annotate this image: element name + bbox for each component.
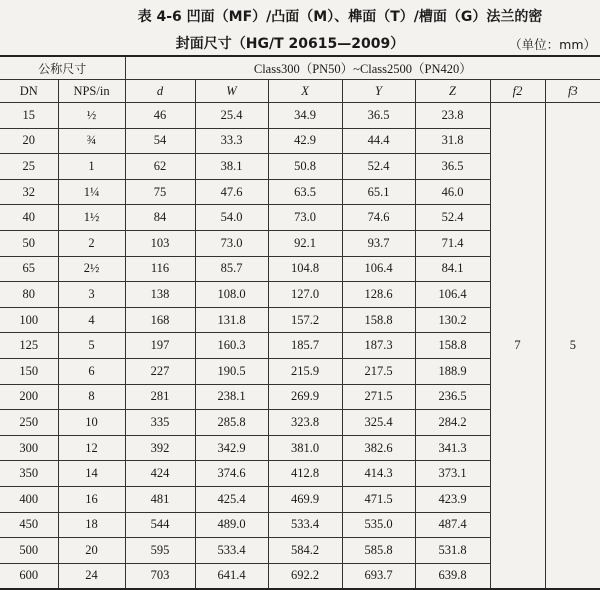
cell-y: 325.4	[342, 410, 415, 436]
cell-d: 335	[125, 410, 195, 436]
cell-nps: ¾	[58, 128, 125, 154]
cell-d: 168	[125, 307, 195, 333]
col-header-dn: DN	[0, 80, 58, 103]
cell-nps: 4	[58, 307, 125, 333]
cell-dn: 600	[0, 563, 58, 589]
cell-z: 23.8	[415, 103, 490, 129]
table-title-line2: 封面尺寸（HG/T 20615—2009）	[175, 36, 405, 52]
cell-w: 38.1	[195, 154, 268, 180]
cell-z: 52.4	[415, 205, 490, 231]
cell-x: 412.8	[268, 461, 342, 487]
cell-y: 128.6	[342, 282, 415, 308]
cell-d: 46	[125, 103, 195, 129]
cell-x: 215.9	[268, 358, 342, 384]
cell-dn: 40	[0, 205, 58, 231]
cell-x: 692.2	[268, 563, 342, 589]
cell-x: 34.9	[268, 103, 342, 129]
cell-w: 73.0	[195, 230, 268, 256]
cell-f3-merged: 5	[545, 103, 600, 590]
cell-z: 188.9	[415, 358, 490, 384]
cell-nps: 8	[58, 384, 125, 410]
cell-d: 197	[125, 333, 195, 359]
cell-d: 116	[125, 256, 195, 282]
cell-d: 703	[125, 563, 195, 589]
cell-d: 84	[125, 205, 195, 231]
cell-nps: 24	[58, 563, 125, 589]
cell-y: 93.7	[342, 230, 415, 256]
cell-z: 158.8	[415, 333, 490, 359]
cell-nps: 2½	[58, 256, 125, 282]
cell-y: 52.4	[342, 154, 415, 180]
cell-y: 187.3	[342, 333, 415, 359]
cell-w: 47.6	[195, 179, 268, 205]
cell-nps: 1	[58, 154, 125, 180]
cell-y: 414.3	[342, 461, 415, 487]
cell-d: 227	[125, 358, 195, 384]
cell-w: 489.0	[195, 512, 268, 538]
cell-nps: 6	[58, 358, 125, 384]
cell-w: 54.0	[195, 205, 268, 231]
cell-x: 185.7	[268, 333, 342, 359]
cell-x: 157.2	[268, 307, 342, 333]
cell-dn: 32	[0, 179, 58, 205]
cell-w: 131.8	[195, 307, 268, 333]
cell-y: 74.6	[342, 205, 415, 231]
cell-nps: 3	[58, 282, 125, 308]
cell-z: 31.8	[415, 128, 490, 154]
cell-dn: 150	[0, 358, 58, 384]
cell-w: 641.4	[195, 563, 268, 589]
cell-w: 342.9	[195, 435, 268, 461]
cell-f2-merged: 7	[490, 103, 545, 590]
cell-y: 44.4	[342, 128, 415, 154]
cell-z: 373.1	[415, 461, 490, 487]
cell-w: 238.1	[195, 384, 268, 410]
cell-y: 471.5	[342, 486, 415, 512]
cell-y: 217.5	[342, 358, 415, 384]
cell-dn: 350	[0, 461, 58, 487]
cell-z: 106.4	[415, 282, 490, 308]
cell-y: 535.0	[342, 512, 415, 538]
col-header-x: X	[268, 80, 342, 103]
cell-d: 544	[125, 512, 195, 538]
cell-nps: 1¼	[58, 179, 125, 205]
cell-z: 130.2	[415, 307, 490, 333]
col-header-z: Z	[415, 80, 490, 103]
cell-y: 65.1	[342, 179, 415, 205]
cell-w: 285.8	[195, 410, 268, 436]
cell-x: 381.0	[268, 435, 342, 461]
cell-x: 92.1	[268, 230, 342, 256]
cell-x: 469.9	[268, 486, 342, 512]
cell-d: 424	[125, 461, 195, 487]
cell-y: 271.5	[342, 384, 415, 410]
cell-dn: 400	[0, 486, 58, 512]
cell-y: 382.6	[342, 435, 415, 461]
cell-d: 62	[125, 154, 195, 180]
cell-d: 138	[125, 282, 195, 308]
cell-z: 84.1	[415, 256, 490, 282]
col-header-d: d	[125, 80, 195, 103]
group-header-row	[0, 56, 600, 80]
cell-w: 374.6	[195, 461, 268, 487]
cell-z: 487.4	[415, 512, 490, 538]
cell-dn: 125	[0, 333, 58, 359]
col-header-y: Y	[342, 80, 415, 103]
cell-x: 50.8	[268, 154, 342, 180]
cell-w: 33.3	[195, 128, 268, 154]
table-row	[0, 103, 600, 129]
cell-x: 63.5	[268, 179, 342, 205]
cell-d: 103	[125, 230, 195, 256]
cell-nps: 2	[58, 230, 125, 256]
cell-z: 36.5	[415, 154, 490, 180]
cell-y: 693.7	[342, 563, 415, 589]
cell-x: 127.0	[268, 282, 342, 308]
cell-dn: 50	[0, 230, 58, 256]
cell-nps: 10	[58, 410, 125, 436]
cell-w: 25.4	[195, 103, 268, 129]
col-header-nps: NPS/in	[58, 80, 125, 103]
table-title-line1: 表 4-6 凹面（MF）/凸面（M）、榫面（T）/槽面（G）法兰的密	[137, 9, 543, 25]
cell-nps: 18	[58, 512, 125, 538]
cell-dn: 25	[0, 154, 58, 180]
cell-nps: 5	[58, 333, 125, 359]
flange-dimension-table	[0, 55, 600, 590]
unit-label: （单位：mm）	[509, 37, 596, 52]
cell-w: 108.0	[195, 282, 268, 308]
cell-w: 85.7	[195, 256, 268, 282]
cell-w: 190.5	[195, 358, 268, 384]
table-body	[0, 103, 600, 590]
cell-dn: 80	[0, 282, 58, 308]
cell-d: 595	[125, 538, 195, 564]
col-header-f2: f2	[490, 80, 545, 103]
cell-d: 54	[125, 128, 195, 154]
cell-nps: 20	[58, 538, 125, 564]
cell-nps: 1½	[58, 205, 125, 231]
class-range-header: Class300（PN50）~Class2500（PN420）	[125, 56, 600, 80]
cell-z: 423.9	[415, 486, 490, 512]
cell-dn: 200	[0, 384, 58, 410]
cell-z: 639.8	[415, 563, 490, 589]
cell-dn: 450	[0, 512, 58, 538]
cell-x: 584.2	[268, 538, 342, 564]
cell-x: 269.9	[268, 384, 342, 410]
cell-dn: 300	[0, 435, 58, 461]
cell-d: 392	[125, 435, 195, 461]
cell-z: 71.4	[415, 230, 490, 256]
cell-x: 73.0	[268, 205, 342, 231]
cell-y: 585.8	[342, 538, 415, 564]
cell-d: 281	[125, 384, 195, 410]
cell-y: 106.4	[342, 256, 415, 282]
cell-y: 36.5	[342, 103, 415, 129]
cell-w: 533.4	[195, 538, 268, 564]
cell-x: 104.8	[268, 256, 342, 282]
col-header-f3: f3	[545, 80, 600, 103]
cell-d: 481	[125, 486, 195, 512]
cell-x: 42.9	[268, 128, 342, 154]
cell-nps: ½	[58, 103, 125, 129]
cell-nps: 16	[58, 486, 125, 512]
cell-x: 533.4	[268, 512, 342, 538]
cell-dn: 250	[0, 410, 58, 436]
cell-d: 75	[125, 179, 195, 205]
cell-dn: 65	[0, 256, 58, 282]
column-header-row	[0, 80, 600, 103]
cell-y: 158.8	[342, 307, 415, 333]
cell-dn: 15	[0, 103, 58, 129]
cell-w: 160.3	[195, 333, 268, 359]
cell-x: 323.8	[268, 410, 342, 436]
cell-z: 46.0	[415, 179, 490, 205]
cell-z: 236.5	[415, 384, 490, 410]
cell-dn: 20	[0, 128, 58, 154]
cell-z: 531.8	[415, 538, 490, 564]
cell-dn: 100	[0, 307, 58, 333]
cell-nps: 12	[58, 435, 125, 461]
cell-w: 425.4	[195, 486, 268, 512]
col-header-w: W	[195, 80, 268, 103]
cell-z: 341.3	[415, 435, 490, 461]
nominal-size-header: 公称尺寸	[0, 56, 125, 80]
cell-z: 284.2	[415, 410, 490, 436]
cell-nps: 14	[58, 461, 125, 487]
cell-dn: 500	[0, 538, 58, 564]
